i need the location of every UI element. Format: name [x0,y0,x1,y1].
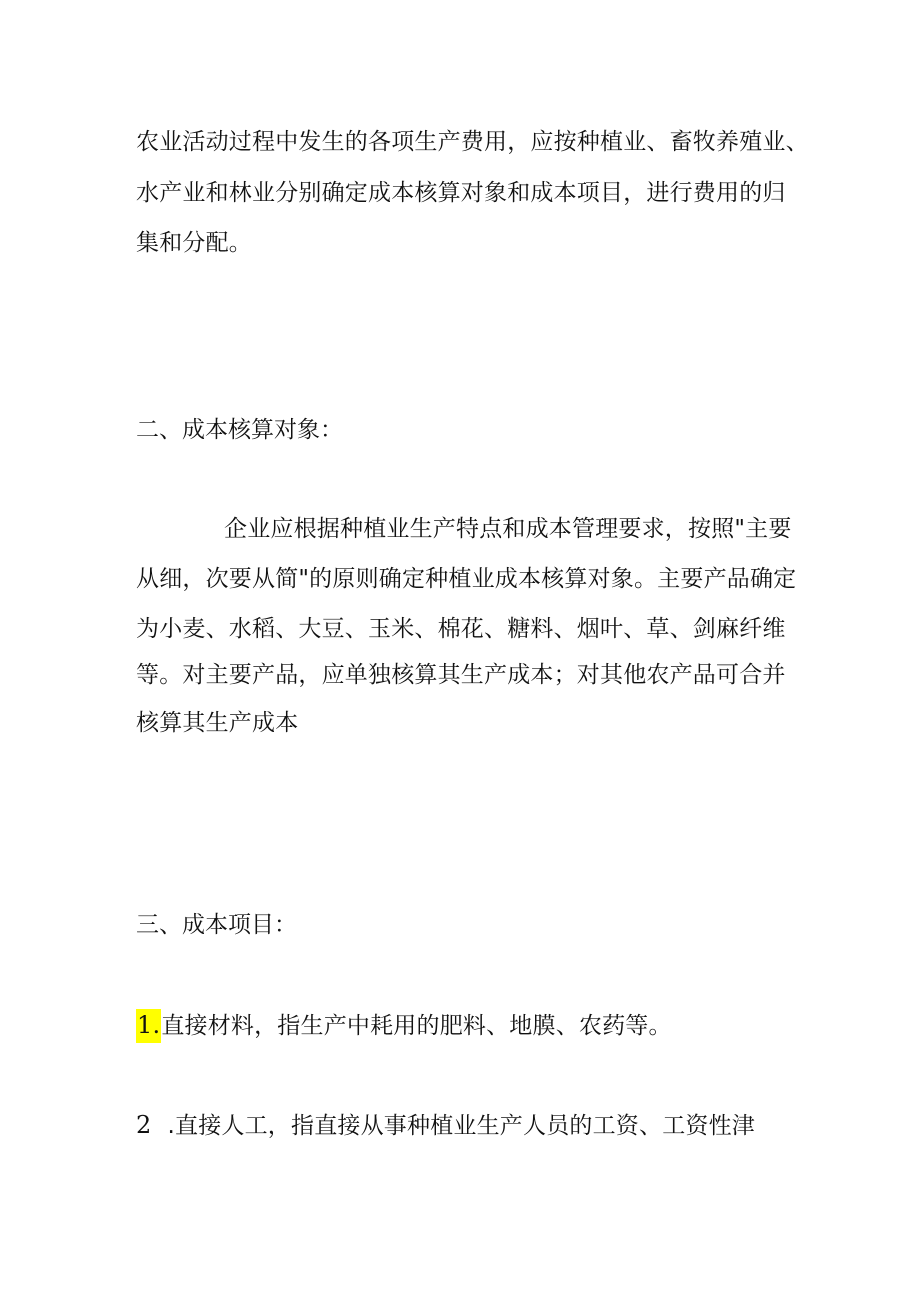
cost-item-2-text: 直接人工，指直接从事种植业生产人员的工资、工资性津 [175,1113,755,1139]
cost-item-1-text: 直接材料，指生产中耗用的肥料、地膜、农药等。 [161,1013,672,1039]
section-2-line-3: 为小麦、水稻、大豆、玉米、棉花、糖料、烟叶、草、剑麻纤维 [136,616,786,642]
section-2-line-2: 从细，次要从简"的原则确定种植业成本核算对象。主要产品确定 [136,566,797,592]
cost-item-2-separator: . [167,1113,175,1139]
section-2-heading: 二、成本核算对象： [136,417,343,443]
section-2-line-5: 核算其生产成本 [136,710,299,736]
section-2-line-4: 等。对主要产品，应单独核算其生产成本；对其他农产品可合并 [136,662,786,688]
paragraph-1-line-3: 集和分配。 [136,230,252,256]
section-2-line-1: 企业应根据种植业生产特点和成本管理要求，按照"主要 [224,516,792,542]
paragraph-1-line-2: 水产业和林业分别确定成本核算对象和成本项目，进行费用的归 [136,180,786,206]
section-3-heading: 三、成本项目： [136,912,297,938]
cost-item-2-number: 2 [136,1111,152,1139]
cost-item-1 [136,1010,672,1041]
paragraph-1-line-1: 农业活动过程中发生的各项生产费用，应按种植业、畜牧养殖业、 [136,129,809,155]
cost-item-2 [136,1110,755,1141]
cost-item-1-number: 1. [136,1009,161,1043]
